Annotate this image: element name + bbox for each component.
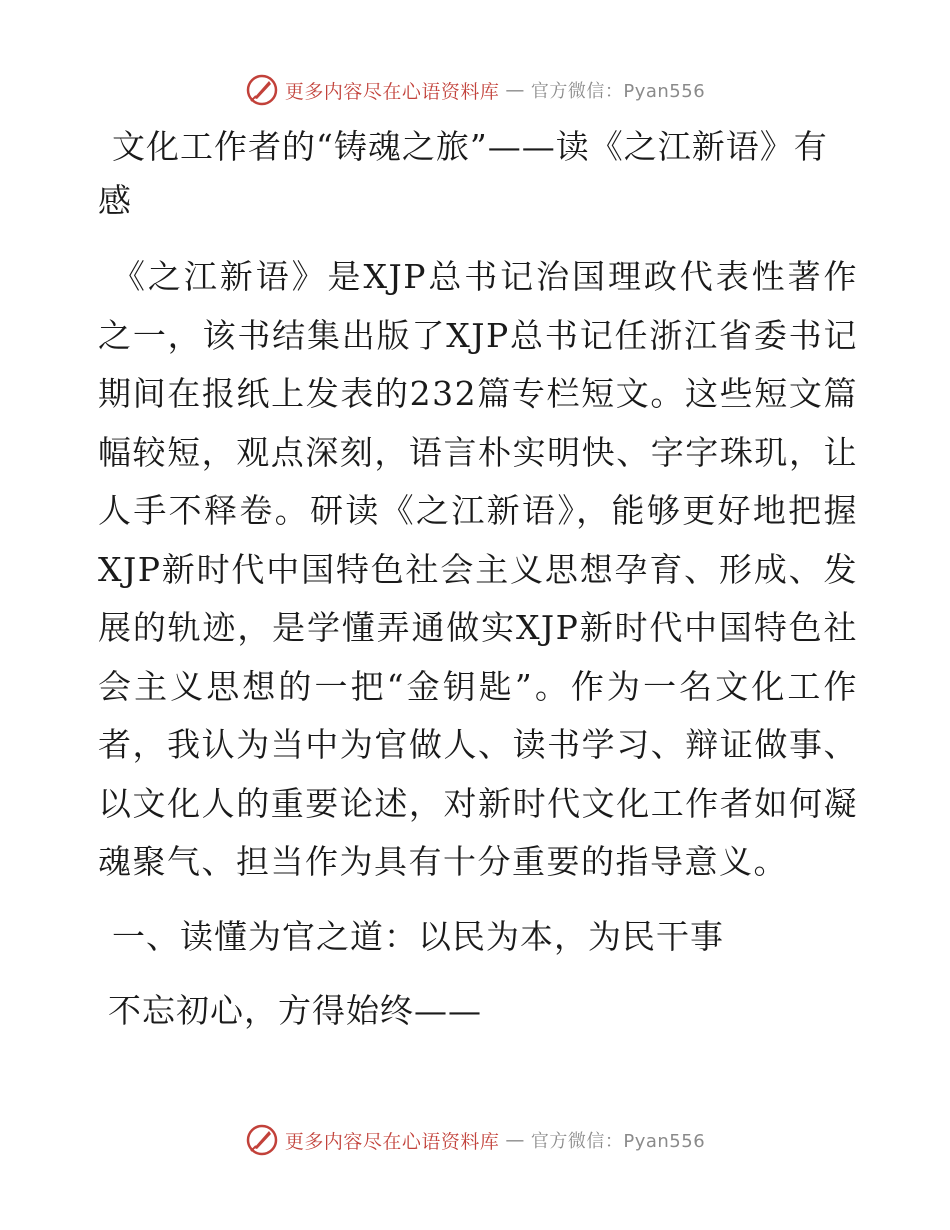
feather-pen-seal-icon (245, 73, 279, 107)
section-heading: 一、读懂为官之道：以民为本，为民干事 (112, 916, 724, 956)
watermark-header (0, 70, 950, 110)
watermark-separator: — (505, 1129, 525, 1151)
intro-paragraph: 《之江新语》是XJP总书记治国理政代表性著作之一，该书结集出版了XJP总书记任浙江省委书记期间在报纸上发表的232篇专栏短文。这些短文篇幅较短，观点深刻，语言朴实明快、字字珠玑，让人手不释卷。研读《之江新语》，能够更好地把握XJP新时代中国特色社会主义思想孕育、形成、发展的轨迹，是学懂弄通做实XJP新时代中国特色社会主义思想的一把“金钥匙”。作为一名文化工作者，我认为当中为官做人、读书学习、辩证做事、以文化人的重要论述，对新时代文化工作者如何凝魂聚气、担当作为具有十分重要的指导意义。 (98, 257, 858, 881)
document-body (98, 120, 858, 1038)
watermark-wechat: 官方微信：Pyan556 (530, 81, 706, 102)
watermark-separator: — (505, 79, 525, 101)
watermark-footer (0, 1120, 950, 1160)
watermark-text: 更多内容尽在心语资料库 (284, 80, 500, 103)
watermark-text: 更多内容尽在心语资料库 (284, 1130, 500, 1153)
feather-pen-seal-icon (245, 1123, 279, 1157)
watermark-wechat: 官方微信：Pyan556 (530, 1131, 706, 1152)
document-title: 文化工作者的“铸魂之旅”——读《之江新语》有感 (98, 127, 828, 220)
section-subheading: 不忘初心，方得始终—— (108, 990, 482, 1030)
